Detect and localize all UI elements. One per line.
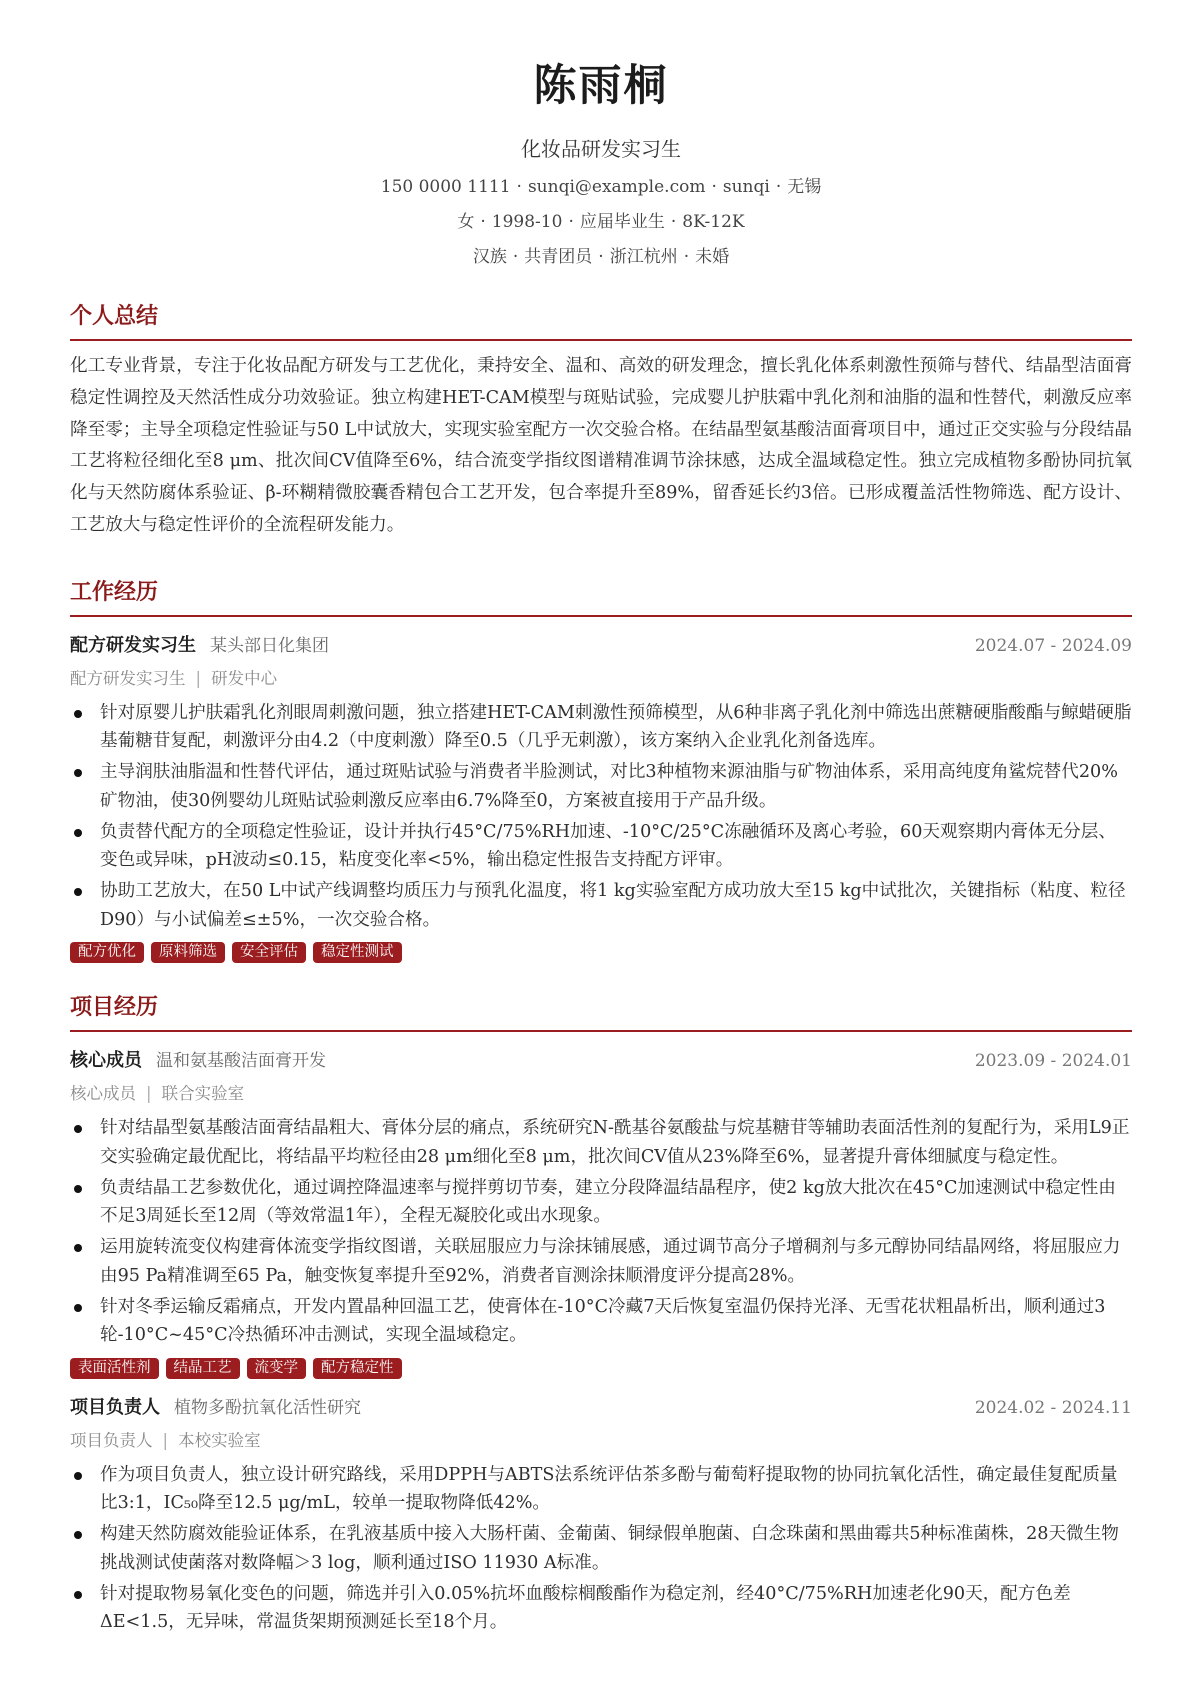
entry-department: 本校实验室 bbox=[178, 1430, 261, 1450]
entry-department: 研发中心 bbox=[211, 668, 278, 688]
phone: 150 0000 1111 bbox=[380, 177, 511, 197]
entry-heading bbox=[70, 1395, 361, 1421]
project-entry bbox=[70, 1395, 1132, 1637]
bullet-item: 针对提取物易氧化变色的问题，筛选并引入0.05%抗坏血酸棕榈酸酯作为稳定剂，经40°C/75%RH加速老化90天，配方色差ΔE<1.5，无异味，常温货架期预测延长至18个月。 bbox=[70, 1580, 1132, 1637]
project-section bbox=[70, 993, 1132, 1637]
entry-header bbox=[70, 1395, 1132, 1421]
section-title-work: 工作经历 bbox=[70, 578, 1132, 617]
bullet-item: 针对结晶型氨基酸洁面膏结晶粗大、膏体分层的痛点，系统研究N-酰基谷氨酸盐与烷基糖苷等辅助表面活性剂的复配行为，采用L9正交实验确定最优配比，将结晶平均粒径由28 μm细化至8 μm，批次间CV值从23%降至6%，显著提升膏体细腻度与稳定性。 bbox=[70, 1114, 1132, 1171]
separator: · bbox=[775, 177, 782, 197]
marital-status: 未婚 bbox=[695, 247, 730, 267]
divider: | bbox=[146, 1084, 152, 1104]
skill-tag: 表面活性剂 bbox=[70, 1358, 159, 1379]
city: 无锡 bbox=[787, 177, 822, 197]
entry-subtitle bbox=[70, 1082, 1132, 1106]
separator: · bbox=[683, 247, 690, 267]
project-name: 温和氨基酸洁面膏开发 bbox=[156, 1051, 326, 1072]
summary-section bbox=[70, 302, 1132, 542]
entry-header bbox=[70, 633, 1132, 659]
entry-subtitle bbox=[70, 667, 1132, 691]
resume-header bbox=[70, 0, 1132, 268]
bullet-item: 构建天然防腐效能验证体系，在乳液基质中接入大肠杆菌、金葡菌、铜绿假单胞菌、白念珠菌和黑曲霉共5种标准菌株，28天微生物挑战测试使菌落对数降幅＞3 log，顺利通过ISO 11930 A标准。 bbox=[70, 1520, 1132, 1577]
bullet-item: 作为项目负责人，独立设计研究路线，采用DPPH与ABTS法系统评估茶多酚与葡萄籽提取物的协同抗氧化活性，确定最佳复配质量比3:1，IC₅₀降至12.5 μg/mL，较单一提取物降低42%。 bbox=[70, 1461, 1132, 1518]
skill-tag: 安全评估 bbox=[232, 942, 306, 963]
divider: | bbox=[195, 668, 202, 688]
entry-heading bbox=[70, 1048, 326, 1074]
separator: · bbox=[670, 212, 677, 232]
project-name: 植物多酚抗氧化活性研究 bbox=[174, 1397, 361, 1418]
bullet-item: 针对原婴儿护肤霜乳化剂眼周刺激问题，独立搭建HET-CAM刺激性预筛模型，从6种非离子乳化剂中筛选出蔗糖硬脂酸酯与鲸蜡硬脂基葡糖苷复配，刺激评分由4.2（中度刺激）降至0.5（几乎无刺激），该方案纳入企业乳化剂备选库。 bbox=[70, 699, 1132, 756]
contact-line bbox=[70, 176, 1132, 198]
separator: · bbox=[480, 212, 486, 232]
bullet-item: 负责结晶工艺参数优化，通过调控降温速率与搅拌剪切节奏，建立分段降温结晶程序，使2 kg放大批次在45°C加速测试中稳定性由不足3周延长至12周（等效常温1年），全程无凝胶化或出水现象。 bbox=[70, 1174, 1132, 1231]
personal-info-line bbox=[70, 246, 1132, 268]
entry-department: 联合实验室 bbox=[161, 1084, 245, 1104]
bullet-item: 针对冬季运输反霜痛点，开发内置晶种回温工艺，使膏体在-10°C冷藏7天后恢复室温仍保持光泽、无雪花状粗晶析出，顺利通过3轮-10°C~45°C冷热循环冲击测试，实现全温域稳定。 bbox=[70, 1293, 1132, 1350]
section-title-projects: 项目经历 bbox=[70, 993, 1132, 1032]
divider: | bbox=[162, 1430, 169, 1450]
entry-organization: 某头部日化集团 bbox=[210, 635, 329, 656]
bullet-item: 负责替代配方的全项稳定性验证，设计并执行45°C/75%RH加速、-10°C/25°C冻融循环及离心考验，60天观察期内膏体无分层、变色或异味，pH波动≤0.15，粘度变化率<5%，输出稳定性报告支持配方评审。 bbox=[70, 818, 1132, 875]
entry-sub-role: 配方研发实习生 bbox=[70, 668, 186, 688]
bullet-item: 协助工艺放大，在50 L中试产线调整均质压力与预乳化温度，将1 kg实验室配方成功放大至15 kg中试批次，关键指标（粘度、粒径D90）与小试偏差≤±5%，一次交验合格。 bbox=[70, 877, 1132, 934]
entry-role: 项目负责人 bbox=[70, 1396, 160, 1418]
bullet-list bbox=[70, 699, 1132, 935]
entry-heading bbox=[70, 633, 329, 659]
section-title-summary: 个人总结 bbox=[70, 302, 1132, 341]
separator: · bbox=[516, 177, 522, 197]
work-entry bbox=[70, 633, 1132, 964]
separator: · bbox=[711, 177, 717, 197]
expected-salary: 8K-12K bbox=[682, 212, 745, 232]
email: sunqi@example.com bbox=[527, 177, 706, 197]
entry-sub-role: 核心成员 bbox=[70, 1084, 136, 1104]
bullet-item: 主导润肤油脂温和性替代评估，通过斑贴试验与消费者半脸测试，对比3种植物来源油脂与矿物油体系，采用高纯度角鲨烷替代20%矿物油，使30例婴幼儿斑贴试验刺激反应率由6.7%降至0，方案被直接用于产品升级。 bbox=[70, 758, 1132, 815]
skill-tags bbox=[70, 942, 1132, 963]
hometown: 浙江杭州 bbox=[609, 247, 678, 267]
skill-tag: 结晶工艺 bbox=[166, 1358, 240, 1379]
birth-date: 1998-10 bbox=[491, 212, 563, 232]
basic-info-line bbox=[70, 211, 1132, 233]
entry-date: 2023.09 - 2024.01 bbox=[974, 1051, 1132, 1072]
entry-header bbox=[70, 1048, 1132, 1074]
entry-role: 配方研发实习生 bbox=[70, 634, 196, 656]
political-status: 共青团员 bbox=[524, 247, 593, 267]
bullet-list bbox=[70, 1114, 1132, 1350]
skill-tag: 原料筛选 bbox=[151, 942, 225, 963]
entry-subtitle bbox=[70, 1429, 1132, 1453]
entry-date: 2024.02 - 2024.11 bbox=[974, 1397, 1132, 1418]
separator: · bbox=[598, 247, 604, 267]
skill-tag: 稳定性测试 bbox=[313, 942, 402, 963]
bullet-list bbox=[70, 1461, 1132, 1637]
candidate-name: 陈雨桐 bbox=[533, 61, 669, 111]
job-title: 化妆品研发实习生 bbox=[521, 137, 681, 161]
separator: · bbox=[568, 212, 574, 232]
gender: 女 bbox=[457, 212, 475, 232]
work-section bbox=[70, 578, 1132, 964]
entry-role: 核心成员 bbox=[70, 1050, 142, 1072]
skill-tag: 配方稳定性 bbox=[313, 1358, 402, 1379]
graduate-status: 应届毕业生 bbox=[579, 212, 665, 232]
skill-tags bbox=[70, 1358, 1132, 1379]
ethnicity: 汉族 bbox=[472, 247, 507, 267]
entry-date: 2024.07 - 2024.09 bbox=[974, 635, 1132, 656]
skill-tag: 配方优化 bbox=[70, 942, 144, 963]
wechat-id: sunqi bbox=[722, 177, 770, 197]
skill-tag: 流变学 bbox=[247, 1358, 307, 1379]
bullet-item: 运用旋转流变仪构建膏体流变学指纹图谱，关联屈服应力与涂抹铺展感，通过调节高分子增稠剂与多元醇协同结晶网络，将屈服应力由95 Pa精准调至65 Pa，触变恢复率提升至92%，消费者盲测涂抹顺滑度评分提高28%。 bbox=[70, 1233, 1132, 1290]
separator: · bbox=[512, 247, 519, 267]
project-entry bbox=[70, 1048, 1132, 1379]
entry-sub-role: 项目负责人 bbox=[70, 1430, 153, 1450]
summary-text: 化工专业背景，专注于化妆品配方研发与工艺优化，秉持安全、温和、高效的研发理念，擅长乳化体系刺激性预筛与替代、结晶型洁面膏稳定性调控及天然活性成分功效验证。独立构建HET-CAM模型与斑贴试验，完成婴儿护肤霜中乳化剂和油脂的温和性替代，刺激反应率降至零；主导全项稳定性验证与50 L中试放大，实现实验室配方一次交验合格。在结晶型氨基酸洁面膏项目中，通过正交实验与分段结晶工艺将粒径细化至8 μm、批次间CV值降至6%，结合流变学指纹图谱精准调节涂抹感，达成全温域稳定性。独立完成植物多酚协同抗氧化与天然防腐体系验证、β-环糊精微胶囊香精包合工艺开发，包合率提升至89%，留香延长约3倍。已形成覆盖活性物筛选、配方设计、工艺放大与稳定性评价的全流程研发能力。 bbox=[70, 356, 1132, 535]
